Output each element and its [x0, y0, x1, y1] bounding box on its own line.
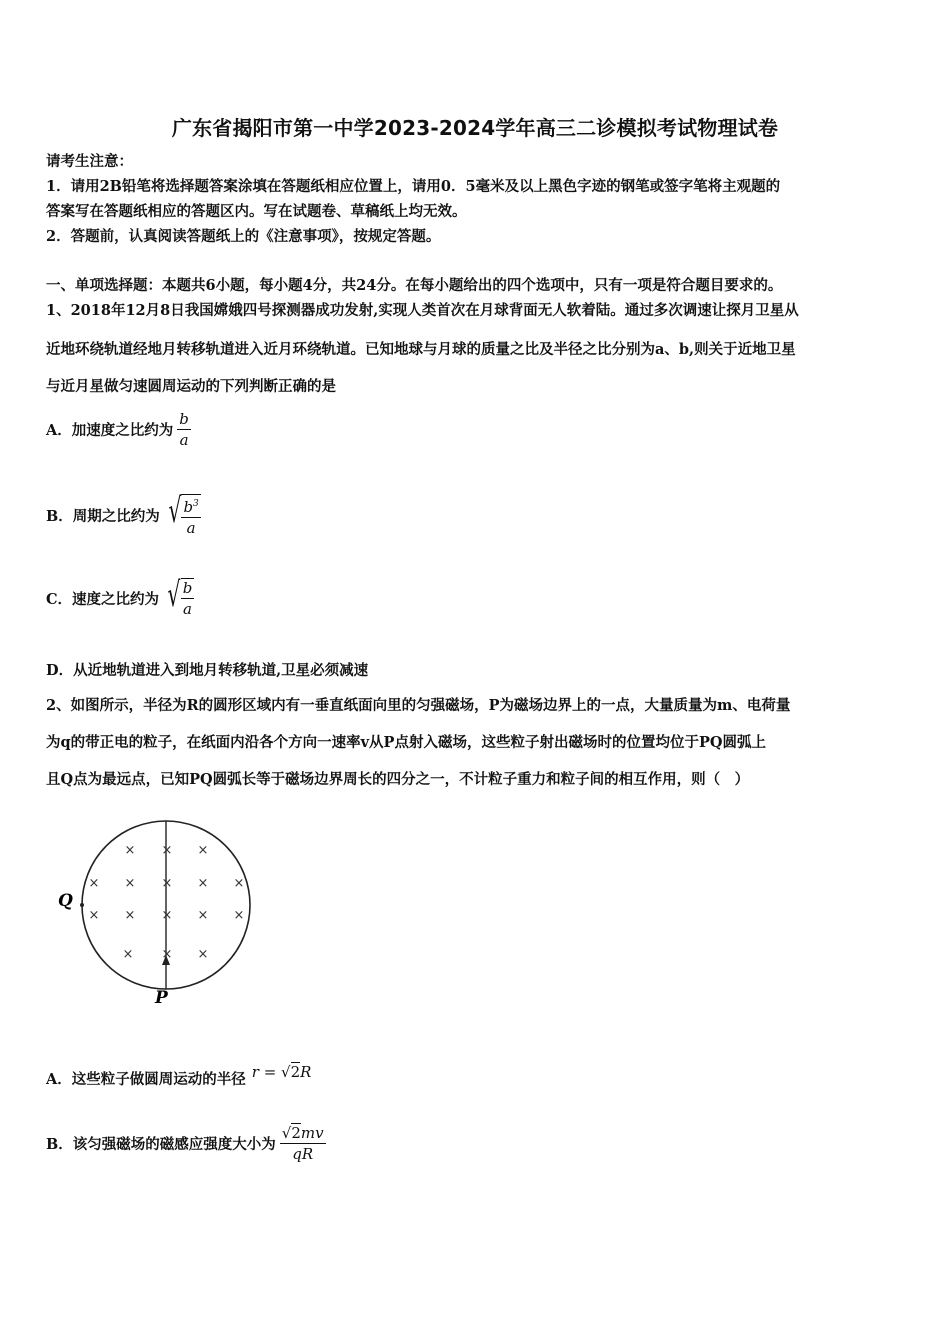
q2-option-b-fraction [280, 1124, 326, 1163]
field-mark: × [197, 947, 209, 962]
q1-option-c-label: C．速度之比约为 [46, 590, 160, 608]
field-mark: × [233, 908, 245, 923]
q1-option-b [46, 491, 201, 537]
field-mark: × [122, 947, 134, 962]
q1-option-b-exponent: 3 [193, 499, 199, 509]
q2-option-b-denominator: qR [292, 1145, 314, 1163]
radical-sign: √ [167, 575, 181, 615]
q1-option-a-numerator: b [179, 410, 189, 428]
field-mark: × [161, 908, 173, 923]
radical-sign: √ [281, 1124, 292, 1142]
q1-option-b-sqrt [164, 491, 201, 537]
q1-line-2: 近地环绕轨道经地月转移轨道进入近月环绕轨道。已知地球与月球的质量之比及半径之比分别为a、b,则关于近地卫星 [46, 341, 796, 358]
field-mark: × [124, 843, 136, 858]
q2-line-1: 2、如图所示，半径为R的圆形区域内有一垂直纸面向里的匀强磁场，P为磁场边界上的一点，大量质量为m、电荷量 [46, 697, 791, 714]
q1-option-b-label: B．周期之比约为 [46, 508, 160, 525]
page-title: 广东省揭阳市第一中学2023-2024学年高三二诊模拟考试物理试卷 [171, 116, 779, 140]
field-mark: × [88, 908, 100, 923]
point-q-dot [80, 903, 84, 907]
label-q: Q [58, 891, 73, 911]
notice-heading: 请考生注意： [46, 153, 133, 170]
q2-option-b-numerator-tail: mv [300, 1124, 324, 1142]
q2-option-a-radicand: 2 [290, 1062, 301, 1081]
field-mark: × [124, 908, 136, 923]
q1-line-1: 1、2018年12月8日我国嫦娥四号探测器成功发射,实现人类首次在月球背面无人软着陆。通过多次调速让探月卫星从 [46, 302, 799, 319]
q2-line-2: 为q的带正电的粒子，在纸面内沿各个方向一速率v从P点射入磁场，这些粒子射出磁场时的位置均位于PQ圆弧上 [46, 734, 766, 751]
q2-option-a-tail: R [300, 1062, 312, 1081]
notice-item-1b: 答案写在答题纸相应的答题区内。写在试题卷、草稿纸上均无效。 [46, 203, 467, 220]
q1-option-c-denominator: a [183, 600, 192, 618]
q1-option-a-fraction [177, 410, 191, 449]
field-mark: × [161, 947, 173, 962]
q2-option-b [46, 1124, 326, 1163]
field-mark: × [197, 876, 209, 891]
field-mark: × [88, 876, 100, 891]
magnetic-field-figure [50, 815, 260, 1010]
field-mark: × [161, 876, 173, 891]
notice-item-1a: 1．请用2B铅笔将选择题答案涂填在答题纸相应位置上，请用0．5毫米及以上黑色字迹的钢笔或签字笔将主观题的 [46, 178, 781, 195]
q2-option-a-label: A．这些粒子做圆周运动的半径 [46, 1071, 246, 1088]
q1-option-a-denominator: a [179, 431, 189, 449]
radical-sign: √ [168, 491, 182, 531]
q1-option-a [46, 410, 191, 449]
q1-option-c-sqrt [163, 575, 194, 618]
field-mark: × [161, 843, 173, 858]
q1-option-c [46, 575, 194, 618]
q2-option-a [46, 1062, 312, 1089]
q1-option-c-numerator: b [182, 579, 193, 597]
label-p: P [155, 988, 168, 1008]
q1-option-b-numerator: b [183, 498, 194, 516]
q1-option-d: D．从近地轨道进入到地月转移轨道,卫星必须减速 [46, 662, 369, 679]
notice-item-2: 2．答题前，认真阅读答题纸上的《注意事项》，按规定答题。 [46, 228, 441, 245]
field-mark: × [197, 908, 209, 923]
q1-option-a-label: A．加速度之比约为 [46, 422, 174, 439]
radical-sign: √ [281, 1062, 291, 1081]
q2-option-a-formula [252, 1063, 312, 1081]
section-heading: 一、单项选择题：本题共6小题，每小题4分，共24分。在每小题给出的四个选项中，只有一项是符合题目要求的。 [46, 277, 783, 294]
q2-line-3: 且Q点为最远点，已知PQ圆弧长等于磁场边界周长的四分之一，不计粒子重力和粒子间的相互作用，则（ ） [46, 771, 750, 788]
field-mark: × [233, 876, 245, 891]
q2-option-b-radicand: 2 [291, 1124, 301, 1142]
q1-line-3: 与近月星做匀速圆周运动的下列判断正确的是 [46, 378, 336, 395]
q1-option-b-denominator: a [186, 519, 196, 537]
q2-option-b-label: B．该匀强磁场的磁感应强度大小为 [46, 1136, 276, 1153]
field-mark: × [124, 876, 136, 891]
q2-option-a-lhs: r = [251, 1062, 277, 1081]
field-mark: × [197, 843, 209, 858]
